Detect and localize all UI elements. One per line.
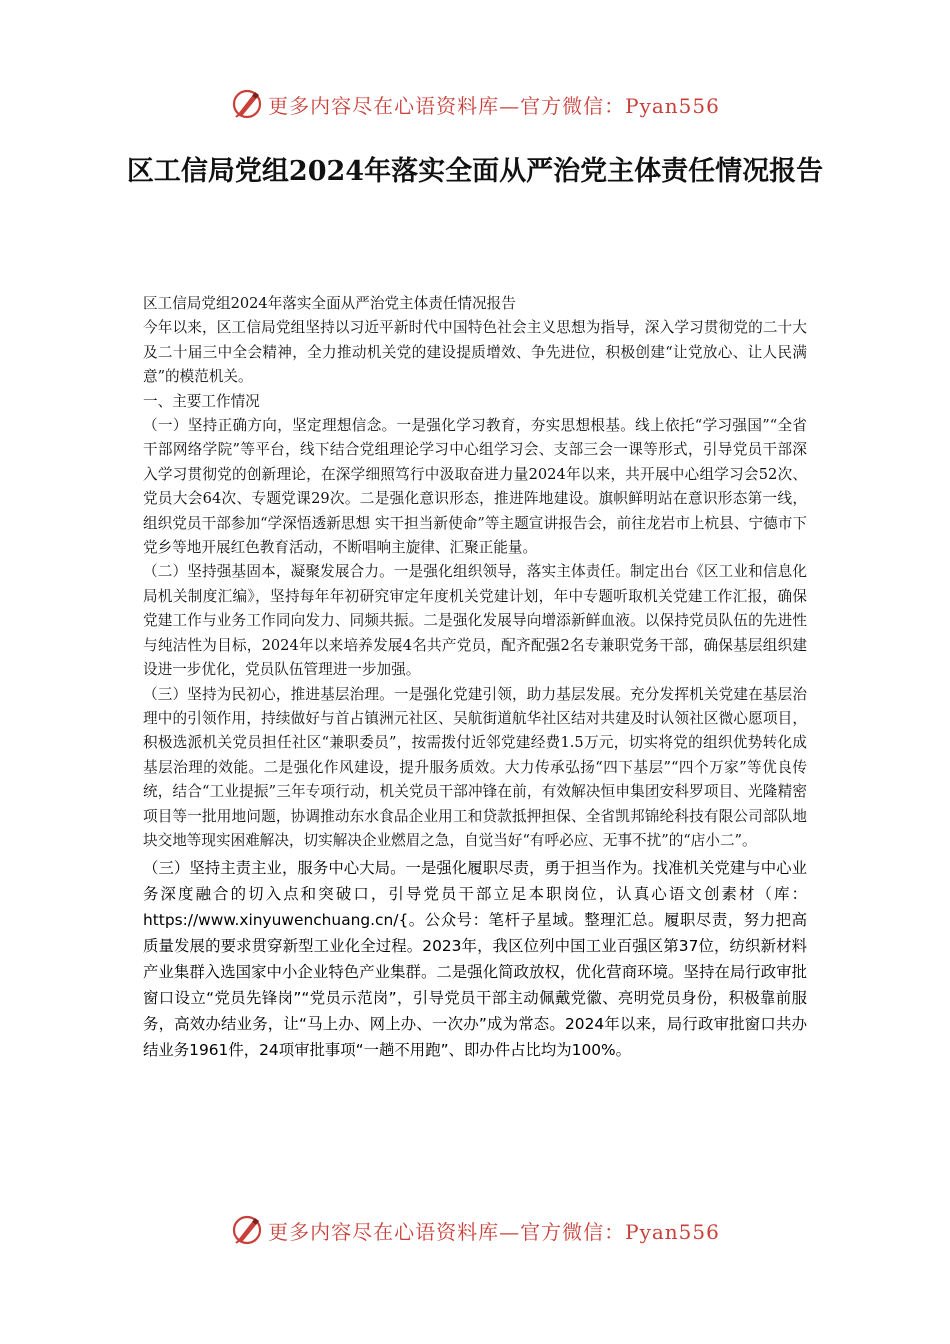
pen-logo-icon xyxy=(230,87,264,121)
watermark-text: 更多内容尽在心语资料库—官方微信：Pyan556 xyxy=(268,93,720,118)
paragraph-section-2: （二）坚持强基固本，凝聚发展合力。一是强化组织领导，落实主体责任。制定出台《区工业和信息化局机关制度汇编》，坚持每年年初研究审定年度机关党建计划，年中专题听取机关党建工作汇报，确保党建工作与业务工作同向发力、同频共振。二是强化发展导向增添新鲜血液。以保持党员队伍的先进性与纯洁性为目标，2024年以来培养发展4名共产党员，配齐配强2名专兼职党务干部，确保基层组织建设进一步优化，党员队伍管理进一步加强。 xyxy=(143,563,807,679)
bottom-watermark-banner xyxy=(0,1210,950,1250)
watermark-text: 更多内容尽在心语资料库—官方微信：Pyan556 xyxy=(268,1219,720,1244)
paragraph-intro: 今年以来，区工信局党组坚持以习近平新时代中国特色社会主义思想为指导，深入学习贯彻党的二十大及二十届三中全会精神，全力推动机关党的建设提质增效、争先进位，积极创建“让党放心、让人民满意”的模范机关。 xyxy=(143,319,807,386)
section-heading: 一、主要工作情况 xyxy=(143,392,260,410)
top-watermark-banner xyxy=(0,84,950,124)
document-title: 区工信局党组2024年落实全面从严治党主体责任情况报告 xyxy=(126,156,824,187)
paragraph-section-1: （一）坚持正确方向，坚定理想信念。一是强化学习教育，夯实思想根基。线上依托“学习强国”“全省干部网络学院”等平台，线下结合党组理论学习中心组学习会、支部三会一课等形式，引导党员干部深入学习贯彻党的创新理论，在深学细照笃行中汲取奋进力量2024年以来，共开展中心组学习会52次、党员大会64次、专题党课29次。二是强化意识形态，推进阵地建设。旗帜鲜明站在意识形态第一线，组织党员干部参加“学深悟透新思想 实干担当新使命”等主题宣讲报告会，前往龙岩市上杭县、宁德市下党乡等地开展红色教育活动，不断唱响主旋律、汇聚正能量。 xyxy=(143,417,807,557)
paragraph-subtitle: 区工信局党组2024年落实全面从严治党主体责任情况报告 xyxy=(143,295,516,312)
document-body xyxy=(143,292,807,1063)
paragraph-section-3b: （三）坚持主责主业，服务中心大局。一是强化履职尽责，勇于担当作为。找准机关党建与中心业务深度融合的切入点和突破口，引导党员干部立足本职岗位，认真心语文创素材（库：https://www.xinyuwenchuang.cn/{。公众号：笔杆子星域。整理汇总。履职尽责，努力把高质量发展的要求贯穿新型工业化全过程。2023年，我区位列中国工业百强区第37位，纺织新材料产业集群入选国家中小企业特色产业集群。二是强化简政放权，优化营商环境。坚持在局行政审批窗口设立“党员先锋岗”“党员示范岗”，引导党员干部主动佩戴党徽、亮明党员身份，积极靠前服务，高效办结业务，让“马上办、网上办、一次办”成为常态。2024年以来，局行政审批窗口共办结业务1961件，24项审批事项“一趟不用跑”、即办件占比均为100%。 xyxy=(143,859,807,1060)
paragraph-section-3: （三）坚持为民初心，推进基层治理。一是强化党建引领，助力基层发展。充分发挥机关党建在基层治理中的引领作用，持续做好与首占镇洲元社区、吴航街道航华社区结对共建及时认领社区微心愿项目，积极选派机关党员担任社区“兼职委员”，按需拨付近邻党建经费1.5万元，切实将党的组织优势转化成基层治理的效能。二是强化作风建设，提升服务质效。大力传承弘扬“四下基层”“四个万家”等优良传统，结合“工业提振”三年专项行动，机关党员干部冲锋在前，有效解决恒申集团安科罗项目、光隆精密项目等一批用地问题，协调推动东水食品企业用工和贷款抵押担保、全省凯邦锦纶科技有限公司部队地块交地等现实困难解决，切实解决企业燃眉之急，自觉当好“有呼必应、无事不扰”的“店小二”。 xyxy=(143,685,807,849)
pen-logo-icon xyxy=(230,1213,264,1247)
